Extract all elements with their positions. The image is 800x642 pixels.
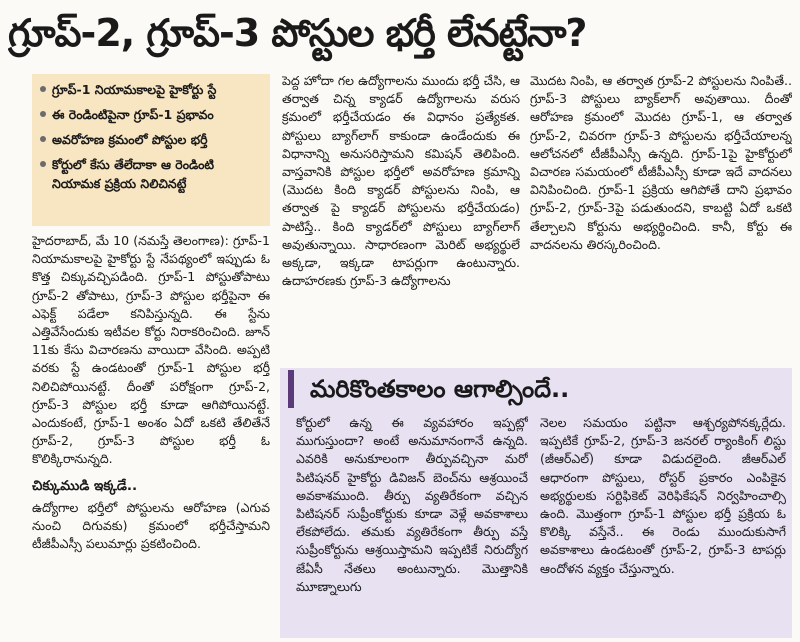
sidebar-column-2 (540, 414, 786, 636)
article-column-1 (32, 232, 270, 638)
highlight-item: అవరోహణ క్రమంలో పోస్టుల భర్తీ (38, 130, 264, 149)
headline: గ్రూప్-2, గ్రూప్-3 పోస్టుల భర్తీ లేనట్టేనా? (8, 11, 587, 55)
highlight-item: కోర్టులో కేసు తేలేదాకా ఆ రెండింటి నియామక ప్రక్రియ నిలిచినట్టే (38, 155, 264, 193)
highlights-list (38, 80, 264, 193)
article-paragraph: హైదరాబాద్, మే 10 (నమస్తే తెలంగాణ): గ్రూప్-1 నియామకాలపై హైకోర్టు స్టే నేపథ్యంలో ఇప్పుడు ఓ కొత్త చిక్కువచ్చిపడింది. గ్రూప్-1 పోస్టుతోపాటు గ్రూప్-2 తోపాటు, గ్రూప్-3 పోస్టుల భర్తీపైనా ఈ ఎఫెక్ట్ పడేలా కనిపిస్తున్నది. ఈ స్టేను ఎత్తివేసేందుకు ఇటీవల కోర్టు నిరాకరించింది. జూన్ 11కు కేసు విచారణను వాయిదా వేసింది. అప్పటి వరకు స్టే ఉండటంతో గ్రూప్-1 పోస్టుల భర్తీ నిలిచిపోయినట్టే. దీంతో పరోక్షంగా గ్రూప్-2, గ్రూప్-3 పోస్టుల భర్తీ కూడా ఆగిపోయినట్టే. ఎందుకంటే, గ్రూప్-1 అంశం ఏదో ఒకటి తేలితేనే గ్రూప్-2, గ్రూప్-3 పోస్టుల భర్తీ ఓ కొలిక్కిరానున్నది. (32, 233, 270, 467)
highlight-item: గ్రూప్-1 నియామకాలపై హైకోర్టు స్టే (38, 80, 264, 99)
sidebar-box-title (288, 370, 786, 408)
article-column-3 (530, 72, 792, 362)
section-subheading: చిక్కుముడి ఇక్కడే.. (32, 477, 138, 494)
sidebar-column-1 (296, 414, 528, 636)
highlights-box (32, 74, 270, 226)
article-paragraph: మొదట నింపి, ఆ తర్వాత గ్రూప్-2 పోస్టులను నింపితే.. గ్రూప్-3 పోస్టులు బ్యాక్‌లాగ్ అవుతాయి. దీంతో ఆరోహణ క్రమంలో మొదట గ్రూప్-1, ఆ తర్వాత గ్రూప్-2, చివరగా గ్రూప్-3 పోస్టులను భర్తీచేయాలన్న ఆలోచనలో టీజీపీఎస్సీ ఉన్నది. గ్రూప్-1పై హైకోర్టులో విచారణ సమయంలో టీజీపీఎస్సీ కూడా ఇదే వాదనలు వినిపించింది. గ్రూప్-1 ప్రక్రియ ఆగిపోతే దాని ప్రభావం గ్రూప్-2, గ్రూప్-3పై పడుతుందని, కాబట్టి ఏదో ఒకటి తేల్చాలని కోర్టును అభ్యర్థించింది. కానీ, కోర్టు ఈ వాదనలను తిరస్కరించింది. (530, 73, 792, 252)
highlight-item: ఈ రెండింటిపైనా గ్రూప్-1 ప్రభావం (38, 105, 264, 124)
sidebar-paragraph: నెలల సమయం పట్టినా ఆశ్చర్యపోనక్కర్లేదు. ఇప్పటికే గ్రూప్-2, గ్రూప్-3 జనరల్ ర్యాంకింగ్ లిస్టు (జీఆర్‌ఎల్) కూడా విడుదలైంది. జీఆర్‌ఎల్ ఆధారంగా పోస్టులు, రోస్టర్ ప్రకారం ఎంపికైన అభ్యర్థులకు సర్టిఫికెట్ వెరిఫికేషన్ నిర్వహించాల్సి ఉంది. మొత్తంగా గ్రూప్-1 పోస్టుల భర్తీ ప్రక్రియ ఓ కొలిక్కి వస్తేనే.. ఈ రెండు ముందుకుసాగే అవకాశాలు ఉండటంతో గ్రూప్-2, గ్రూప్-3 టాపర్లు ఆందోళన వ్యక్తం చేస్తున్నారు. (540, 415, 786, 576)
sidebar-box-title-text: మరికొంతకాలం ఆగాల్సిందే.. (310, 375, 570, 403)
article-paragraph: పెద్ద హోదా గల ఉద్యోగాలను ముందు భర్తీ చేసి, ఆ తర్వాత చిన్న క్యాడర్ ఉద్యోగాలను వరుస క్రమంలో భర్తీచేయడం ఈ విధానం ప్రత్యేకత. పోస్టులు బ్యాగ్‌లాగ్ కాకుండా ఉండేందుకు ఈ విధానాన్ని అనుసరిస్తామని కమిషన్ తెలిపింది. వాస్తవానికి పోస్టుల భర్తీలో అవరోహణ క్రమాన్ని (మొదట కింది క్యాడర్ పోస్టులను నింపి, ఆ తర్వాత పై క్యాడర్ పోస్టులను భర్తీచేయడం) పాటిస్తే.. కింది క్యాడర్‌లో పోస్టులు బ్యాగ్‌లాగ్ అవుతున్నాయి. సాధారణంగా మెరిట్ అభ్యర్థులే అక్కడా, ఇక్కడా టాపర్లుగా ఉంటున్నారు. ఉదాహరణకు గ్రూప్-3 ఉద్యోగాలను (282, 73, 520, 289)
sidebar-paragraph: కోర్టులో ఉన్న ఈ వ్యవహారం ఇప్పట్లో ముగుస్తుందా? అంటే అనుమానంగానే ఉన్నది. ఎవరికి అనుకూలంగా తీర్పువచ్చినా మరో పిటిషనర్ హైకోర్టు డివిజన్ బెంచ్‌ను ఆశ్రయించే అవకాశముంది. తీర్పు వ్యతిరేకంగా వచ్చిన పిటిషనర్ సుప్రీంకోర్టుకు కూడా వెళ్లే అవకాశాలు లేకపోలేదు. తమకు వ్యతిరేకంగా తీర్పు వస్తే సుప్రీంకోర్టును ఆశ్రయిస్తామని ఇప్పటికే నిరుద్యోగ జేఏసీ నేతలు అంటున్నారు. మొత్తానికి మూణ్నాలుగు (296, 415, 528, 594)
article-column-2 (282, 72, 520, 362)
article-paragraph: ఉద్యోగాల భర్తీలో పోస్టులను ఆరోహణ (ఎగువ నుంచి దిగువకు) క్రమంలో భర్తీచేస్తామని టీజీపీఎస్సీ పలుమార్లు ప్రకటించింది. (32, 499, 270, 552)
